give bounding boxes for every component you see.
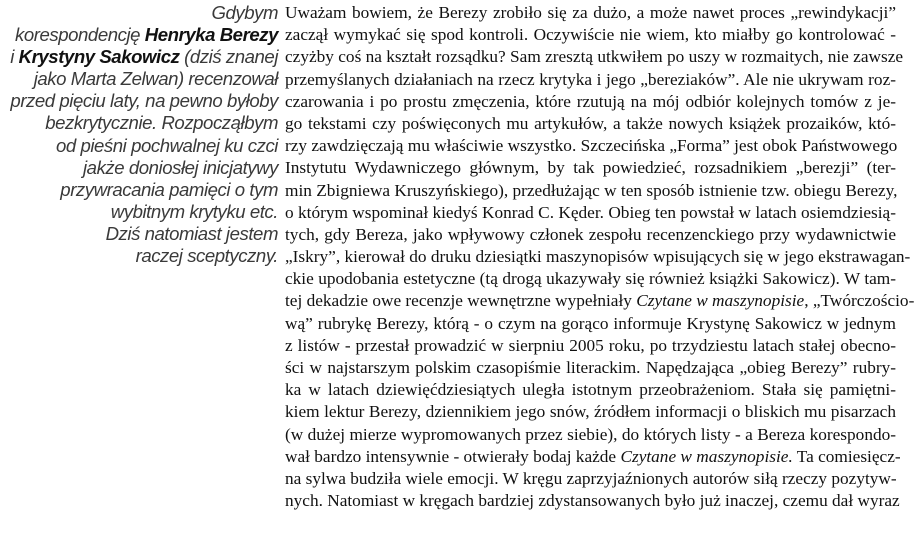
- text-run: ka w latach dziewięćdziesiątych uległa istotnym przeobrażeniom. Stała się pamiętni-: [285, 380, 896, 400]
- text-run: , „Twórczościo-: [804, 291, 914, 311]
- body-line: [285, 446, 901, 468]
- name-bold: Krystyny Sakowicz: [18, 46, 180, 68]
- text-run: Instytutu Wydawniczego głównym, by tak powiedzieć, rozsadnikiem „berezji” (ter-: [285, 158, 896, 178]
- text-run: bezkrytycznie. Rozpocząłbym: [45, 112, 278, 134]
- body-line: [285, 224, 896, 246]
- text-run: jakże doniosłej inicjatywy: [83, 156, 278, 178]
- body-line: [285, 180, 896, 202]
- text-run: przed pięciu laty, na pewno byłoby: [10, 90, 278, 112]
- margin-note-line: [0, 2, 278, 24]
- text-run: i: [10, 46, 19, 68]
- title-italic: Czytane w maszynopisie: [636, 291, 805, 311]
- margin-note-line: [0, 112, 278, 134]
- body-line: [285, 468, 896, 490]
- text-run: czyżby coś na kształt rozsądku? Sam zresztą utkwiłem po uszy w rozmaitych, nie zawsze: [285, 47, 904, 67]
- body-line: [285, 313, 896, 335]
- text-run: wą” rubrykę Berezy, którą - o czym na gorąco informuje Krystynę Sakowicz w jednym: [285, 313, 896, 333]
- margin-note-line: [0, 68, 278, 90]
- body-line: [285, 424, 896, 446]
- body-line: [285, 69, 896, 91]
- text-run: wał bardzo intensywnie - otwierały bodaj każde: [285, 446, 621, 466]
- margin-note-line: [0, 179, 278, 201]
- text-run: nych. Natomiast w kręgach bardziej zdystansowanych było już inaczej, czemu dał wyraz: [285, 491, 900, 511]
- text-run: ckie upodobania estetyczne (tą drogą ukazywały się również książki Sakowicz). W tam-: [285, 269, 896, 289]
- text-run: „Iskry”, kierował do druku dziesiątki maszynopisów wpisujących się w jego ekstrawagan-: [285, 247, 911, 267]
- body-line: [285, 113, 896, 135]
- text-run: korespondencję: [15, 24, 145, 46]
- text-run: Uważam bowiem, że Berezy zrobiło się za dużo, a może nawet proces „rewindykacji”: [285, 3, 896, 22]
- margin-note-line: [0, 90, 278, 112]
- text-run: raczej sceptyczny.: [135, 245, 278, 267]
- main-text-column: [285, 2, 914, 512]
- margin-note-line: [0, 24, 278, 46]
- text-run: go tekstami czy poświęconych mu artykułów, a także nowych książek prozaików, któ-: [285, 113, 896, 133]
- name-bold: Henryka Berezy: [144, 24, 278, 46]
- body-line: [285, 202, 896, 224]
- text-run: tej dekadzie owe recenzje wewnętrzne wypełniały: [285, 291, 637, 311]
- margin-note-line: [0, 46, 278, 68]
- body-line: [285, 268, 896, 290]
- body-line: [285, 91, 896, 113]
- text-run: Ta comiesięcz-: [792, 446, 901, 466]
- text-run: czarowania i po prostu zmęczenia, które rzutują na mój odbiór kolejnych tomów z je-: [285, 91, 896, 111]
- margin-note-line: [0, 157, 278, 179]
- body-line: [285, 335, 896, 357]
- text-run: przemyślanych działaniach na rzecz krytyka i jego „bereziaków”. Ale nie ukrywam roz-: [285, 69, 896, 89]
- text-run: zaczął wymykać się spod kontroli. Oczywiście nie wiem, kto miałby go kontrolować -: [285, 25, 896, 45]
- margin-note-line: [0, 245, 278, 267]
- margin-note: [0, 2, 278, 267]
- body-line: [285, 290, 914, 312]
- text-run: na sylwa budziła wiele emocji. W kręgu zaprzyjaźnionych autorów siłą rzeczy pozytyw-: [285, 468, 897, 488]
- text-run: Dziś natomiast jestem: [105, 222, 278, 244]
- margin-note-line: [0, 135, 278, 157]
- text-run: przywracania pamięci o tym: [60, 178, 278, 200]
- body-line: [285, 490, 900, 512]
- body-line: [285, 401, 896, 423]
- margin-note-line: [0, 223, 278, 245]
- text-run: Gdybym: [211, 2, 278, 23]
- body-line: [285, 24, 896, 46]
- title-italic: Czytane w maszynopisie.: [620, 446, 793, 466]
- text-run: ści w najstarszym polskim czasopiśmie literackim. Napędzająca „obieg Berezy” rubry-: [285, 358, 896, 377]
- text-run: tych, gdy Bereza, jako wpływowy członek zespołu recenzenckiego przy wydawnictwie: [285, 224, 896, 244]
- text-run: o którym wspominał kiedyś Konrad C. Kęder. Obieg ten powstał w latach osiemdziesią-: [285, 202, 896, 222]
- text-run: (dziś znanej: [179, 46, 278, 68]
- body-line: [285, 46, 904, 68]
- text-run: (w dużej mierze wypromowanych przez siebie), do których listy - a Bereza korespondo-: [285, 424, 896, 444]
- text-run: rzy zawdzięczają mu właściwie wszystko. Szczecińska „Forma” jest obok Państwowego: [285, 136, 898, 156]
- body-line: [285, 135, 896, 157]
- text-run: wybitnym krytyku etc.: [110, 200, 278, 222]
- body-line: [285, 246, 911, 268]
- text-run: z listów - przestał prowadzić w sierpniu 2005 roku, po trzydziestu latach stałej obecno-: [285, 335, 896, 355]
- text-run: kiem lektur Berezy, dziennikiem jego snów, źródłem informacji o bliskich mu pisarzach: [285, 402, 896, 422]
- body-line: [285, 2, 896, 24]
- text-run: jako Marta Zelwan) recenzował: [33, 68, 278, 90]
- text-run: od pieśni pochwalnej ku czci: [55, 134, 278, 156]
- margin-note-line: [0, 201, 278, 223]
- body-line: [285, 157, 896, 179]
- text-run: min Zbigniewa Kruszyńskiego), przedłużając w ten sposób istnienie tzw. obiegu Berezy,: [285, 180, 898, 200]
- body-line: [285, 379, 896, 401]
- body-line: [285, 357, 896, 379]
